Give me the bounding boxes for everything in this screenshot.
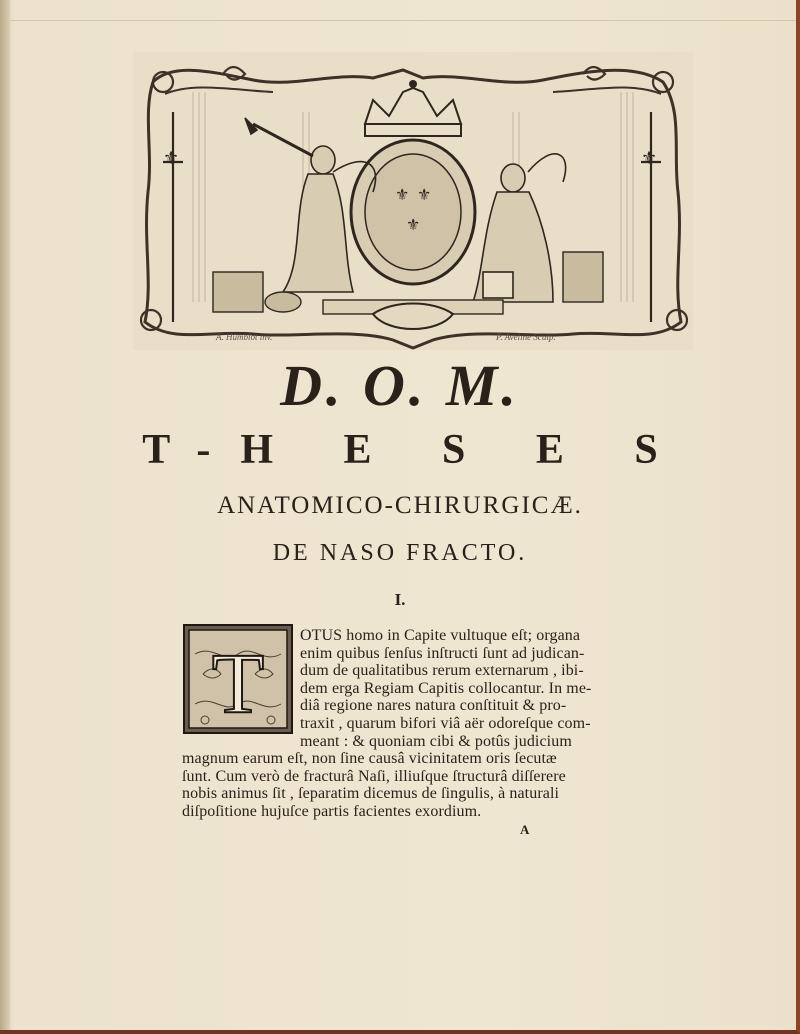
paragraph-line: ſunt. Cum verò de fracturâ Naſi, illiuſque ſtructurâ diſſerere (182, 767, 566, 785)
anatomico-subheading: ANATOMICO-CHIRURGICÆ. (217, 492, 583, 519)
svg-text:⚜: ⚜ (406, 215, 421, 234)
paragraph-line: diſpoſitione hujuſce partis facientes exordium. (182, 802, 482, 820)
engraved-headpiece-illustration (133, 52, 693, 350)
paragraph-indented (300, 627, 612, 750)
theses-heading: T-H E S E S (142, 427, 688, 473)
paragraph-line: dum de qualitatibus rerum externarum , ibi- (300, 662, 584, 680)
paragraph-line: magnum earum eſt, non ſine causâ vicinitatem oris ſecutæ (182, 750, 557, 767)
paragraph-line: OTUS homo in Capite vultuque eſt; organa (300, 627, 581, 644)
page-top-rule (10, 20, 796, 21)
svg-text:⚜: ⚜ (163, 148, 180, 169)
paragraph-line: enim quibus ſenſus inſtructi ſunt ad judican- (300, 644, 585, 662)
paragraph-line: dem erga Regiam Capitis collocantur. In me- (300, 679, 592, 697)
svg-text:⚜: ⚜ (417, 185, 432, 204)
paragraph-line: meant : & quoniam cibi & potûs judicium (300, 732, 572, 750)
paragraph-line: traxit , quarum bifori viâ aër odoreſque com- (300, 714, 591, 732)
dropcap-letter: T (211, 635, 265, 731)
engraver-credit-left: A. Humblot inv. (216, 332, 273, 342)
paragraph-line: nobis animus ſit , ſeparatim dicemus de ſingulis, à naturali (182, 785, 560, 803)
signature-mark: A (520, 822, 530, 837)
paragraph-full (182, 750, 612, 820)
naso-fracto-heading: DE NASO FRACTO. (272, 540, 528, 566)
svg-text:⚜: ⚜ (395, 185, 410, 204)
paragraph-line: diâ regione nares natura conſtituit & pro- (300, 697, 567, 715)
svg-text:⚜: ⚜ (641, 148, 658, 169)
engraver-credit-right: P. Aveline Sculp. (496, 332, 556, 342)
section-number: I. (394, 590, 406, 609)
dom-heading: D. O. M. (280, 353, 520, 418)
decorated-dropcap (183, 624, 293, 734)
